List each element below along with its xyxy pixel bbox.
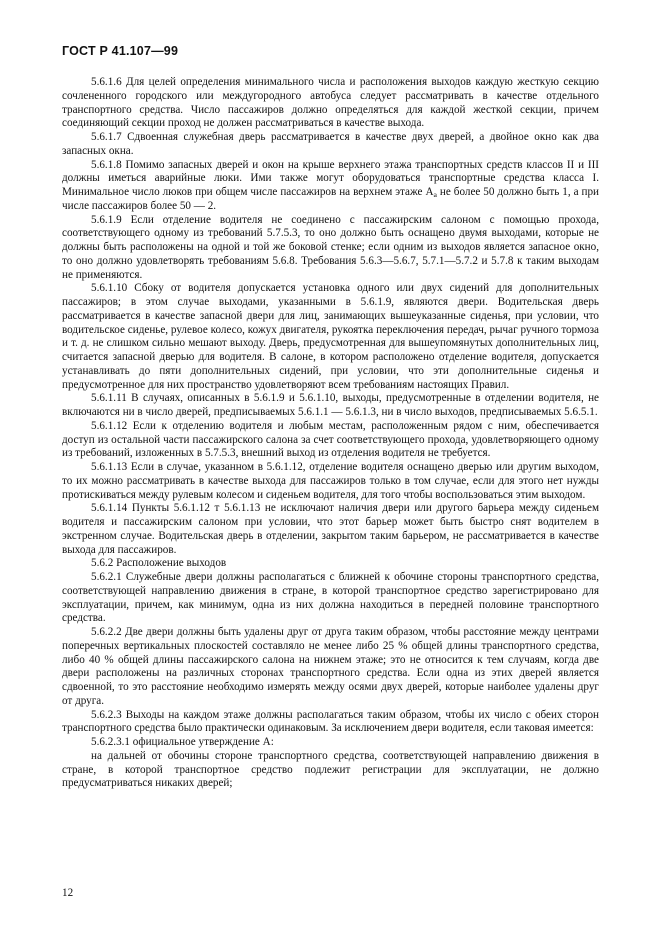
paragraph-5-6-1-11: 5.6.1.11 В случаях, описанных в 5.6.1.9 и 5.6.1.10, выходы, предусмотренные в отделении водителя, не включаются ни в число дверей, предписываемых 5.6.1.1 — 5.6.1.3, ни в число выходов, предписываемых 5.6.5.1. <box>62 392 599 418</box>
paragraph-5-6-2-3-1-continuation: на дальней от обочины стороне транспортного средства, соответствующей направлению движения в стране, в которой транспортное средство подлежит регистрации для эксплуатации, не должно предусматриваться никаких дверей; <box>62 749 599 790</box>
subscript-a: a <box>433 189 437 199</box>
paragraph-5-6-1-9: 5.6.1.9 Если отделение водителя не соединено с пассажирским салоном с помощью прохода, соответствующего одному из требований 5.7.5.3, то оно должно быть оснащено двумя выходами, которые не должны быть расположены на одной и той же боковой стенке; если одним из выходов является запасное окно, то оно должно удовлетворять требованиям 5.6.8. Требования 5.6.3—5.6.7, 5.7.1—5.7.2 и 5.7.8 к таким выходам не применяются. <box>62 213 599 281</box>
section-heading-5-6-2: 5.6.2 Расположение выходов <box>91 557 227 570</box>
page-header-standard-number: ГОСТ Р 41.107—99 <box>62 44 179 58</box>
paragraph-5-6-1-8-part-b: не более 50 должно быть 1, а при числе пассажиров более 50 — 2. <box>62 186 599 212</box>
paragraph-5-6-1-12: 5.6.1.12 Если к отделению водителя и любым местам, расположенным рядом с ним, обеспечивается доступ из остальной части пассажирского салона за счет соответствующего прохода, удовлетворяющего одному из требований, изложенных в 5.7.5.3, внешний выход из отделения водителя не требуется. <box>62 419 599 460</box>
paragraph-5-6-1-10: 5.6.1.10 Сбоку от водителя допускается установка одного или двух сидений для дополнительных пассажиров; в этом случае выходами, указанными в 5.6.1.9, являются двери. Водительская дверь рассматривается в качестве запасной двери для лиц, занимающих вышеуказанные сиденья, при условии, что водительское сиденье, рулевое колесо, кожух двигателя, рукоятка переключения передач, рычаг ручного тормоза и т. д. не слишком сильно мешают выходу. Дверь, предусмотренная для вышеупомянутых дополнительных лиц, считается запасной дверью для водителя. В салоне, в котором расположено отделение водителя, допускается устанавливать до пяти дополнительных сидений, при условии, что эти дополнительные сиденья и предусмотренное для них пространство удовлетворяют всем требованиям настоящих Правил. <box>62 282 599 391</box>
paragraph-5-6-1-13: 5.6.1.13 Если в случае, указанном в 5.6.1.12, отделение водителя оснащено дверью или другим выходом, то их можно рассматривать в качестве выхода для пассажиров только в том случае, если для этого нет нужды протискиваться между рулевым колесом и сиденьем водителя, для того чтобы воспользоваться этим выходом. <box>62 461 599 501</box>
paragraph-5-6-1-14: 5.6.1.14 Пункты 5.6.1.12 т 5.6.1.13 не исключают наличия двери или другого барьера между сиденьем водителя и пассажирским салоном при условии, что этот барьер может быть быстро снят водителем в экстренном случае. Водительская дверь в отделении, закрытом таким барьером, не рассматривается в качестве выхода для пассажиров. <box>62 502 599 556</box>
page-number: 12 <box>62 887 74 899</box>
paragraph-5-6-2-2: 5.6.2.2 Две двери должны быть удалены друг от друга таким образом, чтобы расстояние между центрами поперечных вертикальных плоскостей составляло не менее либо 25 % общей длины транспортного средства, либо 40 % общей длины пассажирского салона на нижнем этаже; это не относится к тем случаям, когда две двери расположены на различных сторонах транспортного средства. Если одна из этих дверей является сдвоенной, то это расстояние необходимо измерять между осями двух дверей, которые наиболее удалены друг от друга. <box>62 626 599 707</box>
paragraph-5-6-1-7: 5.6.1.7 Сдвоенная служебная дверь рассматривается в качестве двух дверей, а двойное окно как два запасных окна. <box>62 131 599 157</box>
document-body <box>62 76 599 791</box>
paragraph-5-6-1-8-part-a: 5.6.1.8 Помимо запасных дверей и окон на крыше верхнего этажа транспортных средств классов II и III должны иметься аварийные люки. Ими также могут оборудоваться транспортные средства класса I. Минимальное число люков при общем числе пассажиров на верхнем этаже A <box>62 158 599 198</box>
paragraph-5-6-1-6: 5.6.1.6 Для целей определения минимального числа и расположения выходов каждую жесткую секцию сочлененного городского или междугородного автобуса следует рассматривать в качестве отдельного транспортного средства. Число пассажиров должно определяться для каждой жесткой секции, причем соединяющий секции проход не должен рассматриваться в качестве выхода. <box>62 76 599 130</box>
paragraph-5-6-1-8 <box>62 159 599 214</box>
paragraph-5-6-2-3: 5.6.2.3 Выходы на каждом этаже должны располагаться таким образом, чтобы их число с обеих сторон транспортного средства было практически одинаковым. За исключением двери водителя, если таковая имеется: <box>62 708 599 735</box>
paragraph-5-6-2-1: 5.6.2.1 Служебные двери должны располагаться с ближней к обочине стороны транспортного средства, соответствующей направлению движения в стране, в которой транспортное средство зарегистрировано для эксплуатации, причем, как минимум, одна из них должна находиться в передней половине транспортного средства. <box>62 571 599 625</box>
paragraph-5-6-2-3-1: 5.6.2.3.1 официальное утверждение А: <box>91 736 274 748</box>
